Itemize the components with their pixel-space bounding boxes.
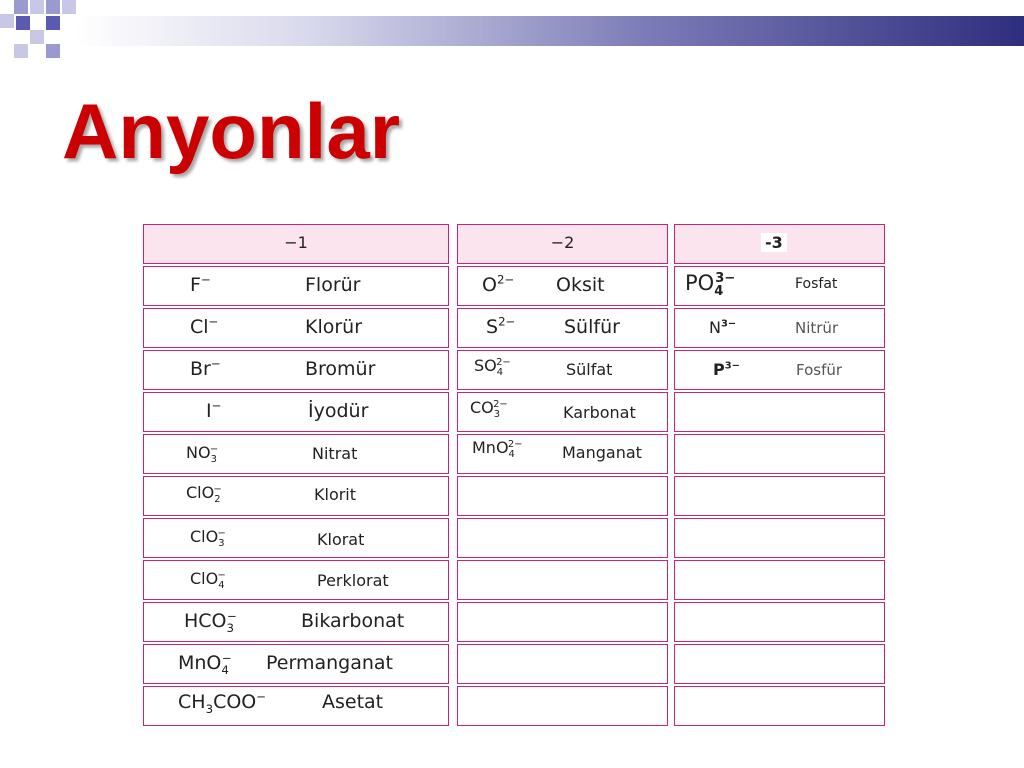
anion-name: Klorat [317,530,365,549]
anion-formula: $N^{3-}$ [709,318,737,337]
anion-name: Manganat [562,443,642,462]
empty-cell [457,518,668,558]
anion-row [457,392,668,432]
anion-name: Sülfür [564,316,620,338]
anion-formula: $HCO_3^-$ [184,608,237,635]
anion-row [143,308,449,348]
anion-row [143,350,449,390]
anion-row [674,266,885,306]
anion-row [674,350,885,390]
anion-name: İyodür [308,400,369,422]
anion-formula: $P^{3-}$ [713,360,740,379]
empty-cell [674,560,885,600]
anion-row [143,644,449,684]
empty-cell [457,602,668,642]
slide-title: Anyonlar [62,87,401,175]
anion-name: Karbonat [563,403,636,422]
anion-formula: Br− [190,356,221,380]
anion-name: Nitrür [795,319,839,337]
column-header: −2 [457,224,668,264]
anion-formula: MnO$_4$− [178,650,232,677]
anion-row [143,392,449,432]
anion-row [457,266,668,306]
anion-name: Perklorat [317,571,389,590]
anion-formula: F− [190,272,211,296]
anion-name: Oksit [556,274,605,296]
anion-name: Bromür [305,358,376,380]
anion-formula: $O^{2-}$ [482,272,515,296]
anion-name: Fosfat [795,276,838,292]
anion-formula: ClO$_2$− [186,483,222,506]
slide-header-bar [75,16,1024,46]
anion-formula: I− [206,398,222,422]
empty-cell [674,686,885,726]
column-header: -3 [674,224,885,264]
anion-name: Asetat [322,691,384,713]
anion-formula: $CH_3COO^-$ [178,689,267,716]
anion-name: Permanganat [266,652,393,674]
empty-cell [674,392,885,432]
anion-row [674,308,885,348]
anion-row [143,686,449,726]
anion-formula: $PO_4^{3-}$ [685,271,736,300]
anion-formula: ClO$_4$− [190,569,226,592]
anion-row [143,518,449,558]
anion-row [143,434,449,474]
anion-row [143,476,449,516]
anion-name: Sülfat [566,360,613,379]
empty-cell [457,686,668,726]
anion-row [457,350,668,390]
anion-formula: $NO_3^-$ [186,443,219,466]
empty-cell [457,476,668,516]
empty-cell [457,560,668,600]
anion-name: Nitrat [312,444,358,463]
anion-formula: MnO$_4^{2-}$ [472,438,523,461]
anion-row [143,560,449,600]
anion-row [457,434,668,474]
anion-row [457,308,668,348]
empty-cell [674,644,885,684]
empty-cell [457,644,668,684]
empty-cell [674,518,885,558]
anion-name: Bikarbonat [301,610,405,632]
anion-formula: ClO$_3$− [190,527,226,550]
anion-formula: $CO_3^{2-}$ [470,398,508,421]
anion-formula: Cl− [190,314,219,338]
empty-cell [674,476,885,516]
anion-row [143,266,449,306]
anion-name: Florür [305,274,361,296]
anion-name: Fosfür [796,361,843,379]
empty-cell [674,434,885,474]
anion-formula: $SO_4^{2-}$ [474,356,511,379]
anion-row [143,602,449,642]
anion-name: Klorür [305,316,363,338]
empty-cell [674,602,885,642]
anion-formula: $S^{2-}$ [486,314,516,338]
anion-name: Klorit [314,485,357,504]
column-header: −1 [143,224,449,264]
